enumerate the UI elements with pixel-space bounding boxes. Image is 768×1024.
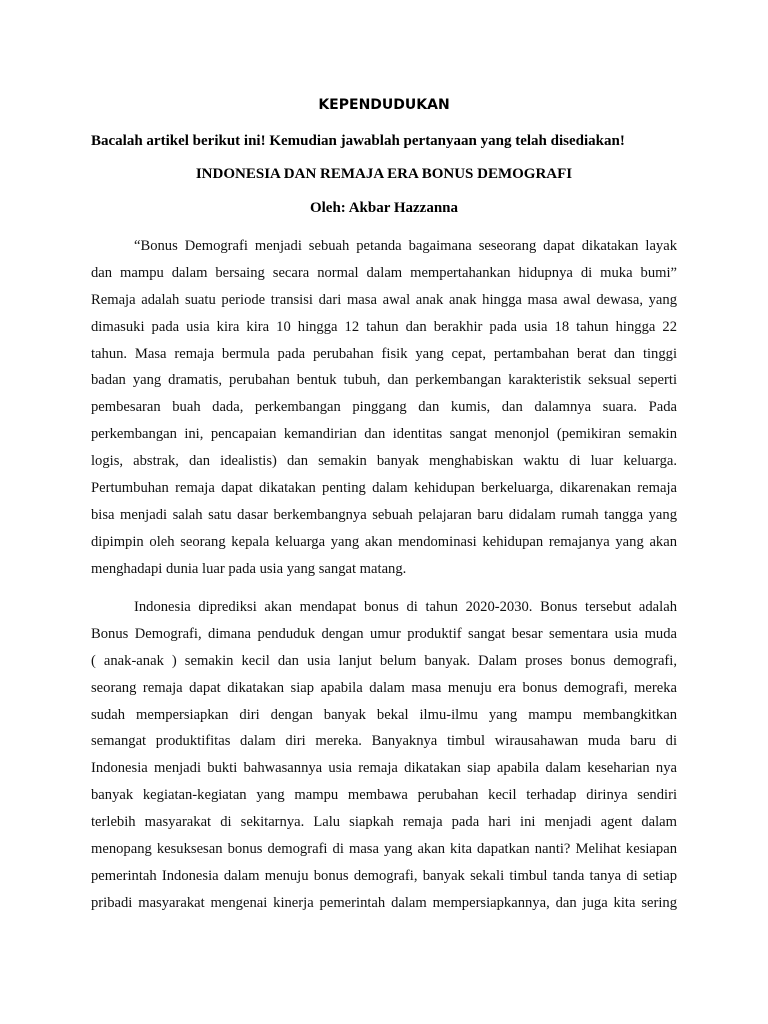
- paragraph-line: terlebih masyarakat di sekitarnya. Lalu siapkah remaja pada hari ini menjadi agent dalam: [91, 814, 677, 831]
- paragraph-line: ( anak-anak ) semakin kecil dan usia lanjut belum banyak. Dalam proses bonus demografi,: [91, 652, 677, 669]
- paragraph-line: Pertumbuhan remaja dapat dikatakan penting dalam kehidupan berkeluarga, dikarenakan remaja: [91, 480, 677, 497]
- paragraph-line: tahun. Masa remaja bermula pada perubahan fisik yang cepat, pertambahan berat dan tinggi: [91, 345, 677, 362]
- author-line: Oleh: Akbar Hazzanna: [309, 200, 459, 216]
- paragraph-line: pemerintah Indonesia dalam menuju bonus demografi, banyak sekali timbul tanda tanya di setiap: [91, 867, 677, 884]
- paragraph-line: menopang kesuksesan bonus demografi di masa yang akan kita dapatkan nanti? Melihat kesiapan: [91, 841, 677, 858]
- paragraph-line: Remaja adalah suatu periode transisi dari masa awal anak anak hingga masa awal dewasa, yang: [91, 291, 677, 308]
- paragraph-line: seorang remaja dapat dikatakan siap apabila dalam masa menuju era bonus demografi, mereka: [91, 679, 677, 696]
- paragraph-line: dan mampu dalam bersaing secara normal dalam mempertahankan hidupnya di muka bumi”: [91, 264, 677, 281]
- paragraph-line: “Bonus Demografi menjadi sebuah petanda bagaimana seseorang dapat dikatakan layak: [134, 238, 677, 254]
- paragraph-line: sudah mempersiapkan diri dengan banyak bekal ilmu-ilmu yang mampu membangkitkan: [91, 706, 677, 723]
- paragraph-line: menghadapi dunia luar pada usia yang sangat matang.: [91, 560, 407, 577]
- instruction-text: Bacalah artikel berikut ini! Kemudian jawablah pertanyaan yang telah disediakan!: [91, 133, 625, 149]
- article-title: INDONESIA DAN REMAJA ERA BONUS DEMOGRAFI: [195, 166, 573, 182]
- document-topic-heading: KEPENDUDUKAN: [318, 97, 450, 113]
- paragraph-line: Bonus Demografi, dimana penduduk dengan umur produktif sangat besar sementara usia muda: [91, 625, 677, 642]
- paragraph-line: pribadi masyarakat mengenai kinerja pemerintah dalam mempersiapkannya, dan juga kita sering: [91, 894, 677, 911]
- paragraph-line: Indonesia menjadi bukti bahwasannya usia remaja dikatakan siap apabila dalam keseharian nya: [91, 760, 677, 777]
- paragraph-line: semangat produktifitas dalam diri mereka. Banyaknya timbul wirausahawan muda baru di: [91, 733, 677, 750]
- paragraph-line: bisa menjadi salah satu dasar berkembangnya sebuah pelajaran baru didalam rumah tangga yang: [91, 506, 677, 523]
- paragraph-line: dimasuki pada usia kira kira 10 hingga 12 tahun dan berakhir pada usia 18 tahun hingga 22: [91, 318, 677, 335]
- paragraph-line: badan yang dramatis, perubahan bentuk tubuh, dan perkembangan karakteristik seksual seperti: [91, 372, 677, 389]
- paragraph-line: Indonesia diprediksi akan mendapat bonus di tahun 2020-2030. Bonus tersebut adalah: [134, 599, 677, 615]
- article-paragraph-2: [91, 594, 677, 917]
- paragraph-line: dipimpin oleh seorang kepala keluarga yang akan mendominasi kehidupan remajanya yang akan: [91, 533, 677, 550]
- paragraph-line: perkembangan ini, pencapaian kemandirian dan identitas sangat menonjol (pemikiran semakin: [91, 426, 677, 443]
- article-paragraph-1: [91, 233, 677, 583]
- paragraph-line: pembesaran buah dada, perkembangan pinggang dan kumis, dan dalamnya suara. Pada: [91, 399, 677, 416]
- paragraph-line: banyak kegiatan-kegiatan yang mampu membawa perubahan kecil terhadap dirinya sendiri: [91, 787, 677, 804]
- paragraph-line: logis, abstrak, dan idealistis) dan semakin banyak menghabiskan waktu di luar keluarga.: [91, 453, 677, 470]
